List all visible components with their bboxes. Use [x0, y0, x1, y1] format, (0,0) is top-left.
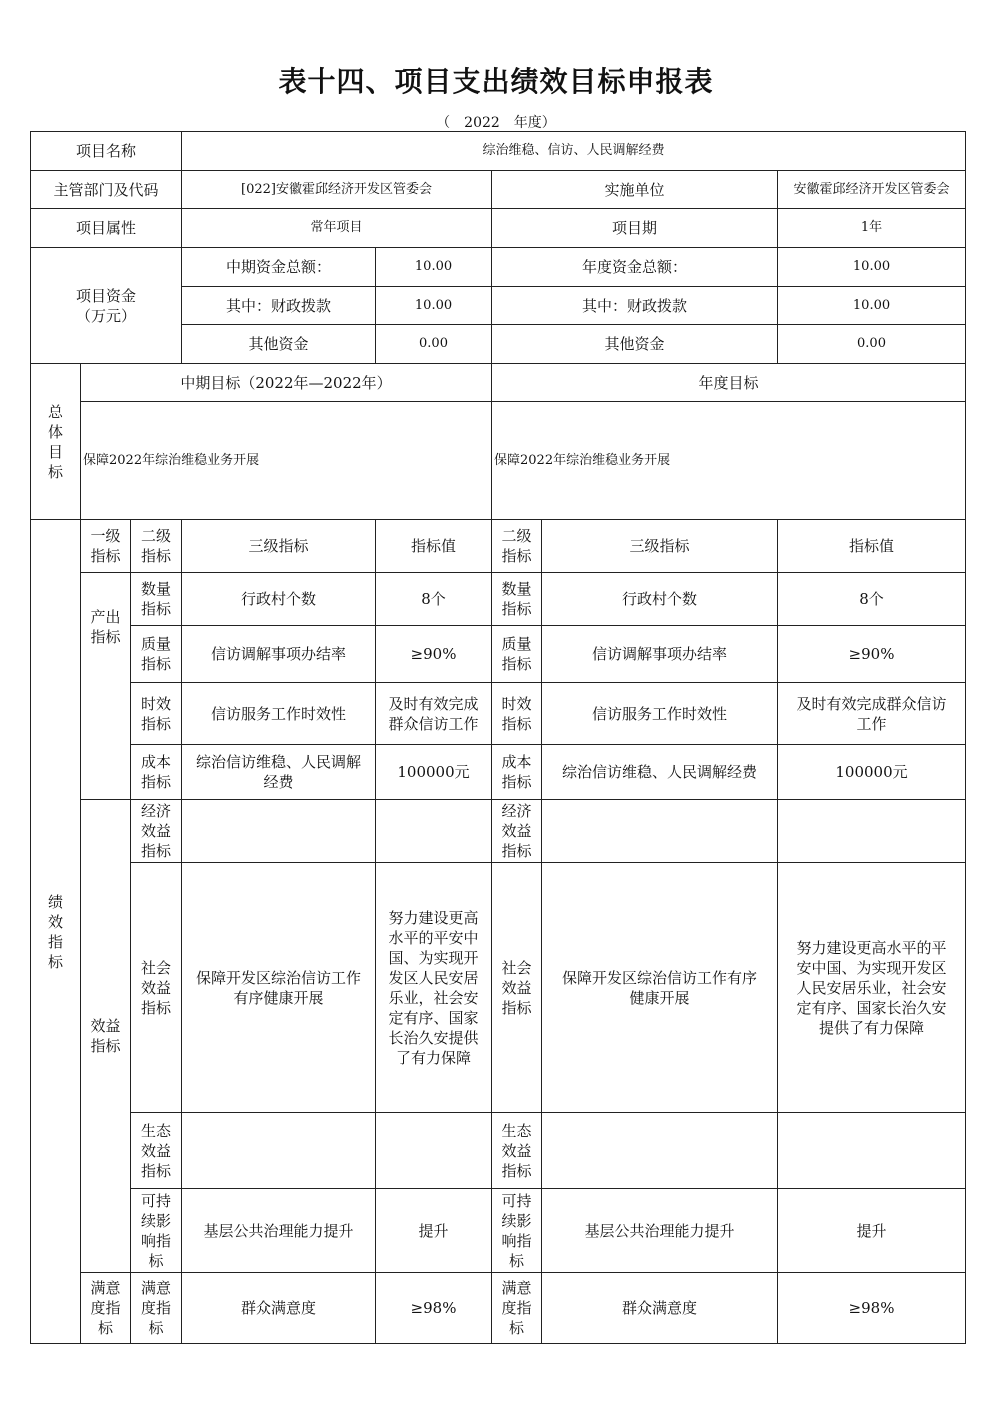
table-row: 时效 指标 — [131, 683, 182, 745]
table-row: 生态 效益 指标 — [492, 1113, 542, 1189]
dept-label: 主管部门及代码 — [31, 171, 182, 209]
perf-label: 绩 效 指 标 — [31, 520, 81, 1344]
table-row: 信访服务工作时效性 — [542, 683, 778, 745]
attr-label: 项目属性 — [31, 209, 182, 248]
table-row: 行政村个数 — [182, 573, 376, 626]
benefit-indicator-label: 效益 指标 — [81, 800, 131, 1273]
table-row: 群众满意度 — [542, 1273, 778, 1344]
table-row — [778, 1113, 966, 1189]
mid-fiscal-value: 10.00 — [376, 287, 492, 325]
mid-goal-header: 中期目标（2022年—2022年） — [81, 364, 492, 402]
mid-goal-text: 保障2022年综治维稳业务开展 — [81, 402, 492, 520]
table-row: 提升 — [778, 1189, 966, 1273]
table-row: 经济 效益 指标 — [131, 800, 182, 863]
table-row: 100000元 — [376, 745, 492, 800]
table-row: 8个 — [778, 573, 966, 626]
table-row: 保障开发区综治信访工作 有序健康开展 — [182, 863, 376, 1113]
table-row: 社会 效益 指标 — [492, 863, 542, 1113]
annual-other-label: 其他资金 — [492, 325, 778, 364]
table-row — [182, 800, 376, 863]
table-row: 信访调解事项办结率 — [182, 626, 376, 683]
period-value: 1年 — [778, 209, 966, 248]
table-row: 群众满意度 — [182, 1273, 376, 1344]
table-row: 及时有效完成 群众信访工作 — [376, 683, 492, 745]
mid-total-label: 中期资金总额： — [182, 248, 376, 287]
table-row: 信访调解事项办结率 — [542, 626, 778, 683]
table-row: ≥90% — [376, 626, 492, 683]
header-level3-annual: 三级指标 — [542, 520, 778, 573]
table-row: 数量 指标 — [492, 573, 542, 626]
table-row: 满意 度指 标 — [131, 1273, 182, 1344]
page-title: 表十四、项目支出绩效目标申报表 — [278, 65, 714, 98]
table-row: 提升 — [376, 1189, 492, 1273]
table-row: ≥98% — [778, 1273, 966, 1344]
table-row: 成本 指标 — [131, 745, 182, 800]
impl-value: 安徽霍邱经济开发区管委会 — [778, 171, 966, 209]
table-row: 综治信访维稳、人民调解经费 — [542, 745, 778, 800]
table-row: 基层公共治理能力提升 — [542, 1189, 778, 1273]
table-row: 信访服务工作时效性 — [182, 683, 376, 745]
header-value-annual: 指标值 — [778, 520, 966, 573]
annual-total-label: 年度资金总额： — [492, 248, 778, 287]
mid-fiscal-label: 其中：财政拨款 — [182, 287, 376, 325]
annual-total-value: 10.00 — [778, 248, 966, 287]
period-label: 项目期 — [492, 209, 778, 248]
annual-goal-header: 年度目标 — [492, 364, 966, 402]
table-row: 保障开发区综治信访工作有序 健康开展 — [542, 863, 778, 1113]
table-row: 及时有效完成群众信访 工作 — [778, 683, 966, 745]
table-row — [542, 800, 778, 863]
table-row: 数量 指标 — [131, 573, 182, 626]
table-row: 可持 续影 响指 标 — [131, 1189, 182, 1273]
annual-fiscal-value: 10.00 — [778, 287, 966, 325]
table-row: 综治信访维稳、人民调解 经费 — [182, 745, 376, 800]
annual-goal-text: 保障2022年综治维稳业务开展 — [492, 402, 966, 520]
year-line: （ 2022 年度） — [436, 115, 556, 131]
project-name-label: 项目名称 — [31, 132, 182, 171]
header-level3: 三级指标 — [182, 520, 376, 573]
attr-value: 常年项目 — [182, 209, 492, 248]
table-row: 成本 指标 — [492, 745, 542, 800]
impl-label: 实施单位 — [492, 171, 778, 209]
mid-total-value: 10.00 — [376, 248, 492, 287]
dept-value: [022]安徽霍邱经济开发区管委会 — [182, 171, 492, 209]
table-row: 社会 效益 指标 — [131, 863, 182, 1113]
annual-other-value: 0.00 — [778, 325, 966, 364]
mid-other-label: 其他资金 — [182, 325, 376, 364]
performance-table — [30, 131, 966, 1344]
header-level2-annual: 二级 指标 — [492, 520, 542, 573]
annual-fiscal-label: 其中：财政拨款 — [492, 287, 778, 325]
table-row: 时效 指标 — [492, 683, 542, 745]
overall-goal-label: 总 体 目 标 — [31, 364, 81, 520]
table-row — [376, 1113, 492, 1189]
table-row: ≥98% — [376, 1273, 492, 1344]
project-name-value: 综治维稳、信访、人民调解经费 — [182, 132, 966, 171]
mid-other-value: 0.00 — [376, 325, 492, 364]
header-level1: 一级 指标 — [81, 520, 131, 573]
funds-label: 项目资金 （万元） — [31, 248, 182, 364]
table-row: 100000元 — [778, 745, 966, 800]
table-row: 质量 指标 — [131, 626, 182, 683]
table-row: 生态 效益 指标 — [131, 1113, 182, 1189]
table-row: 质量 指标 — [492, 626, 542, 683]
table-row: 可持 续影 响指 标 — [492, 1189, 542, 1273]
table-row: 8个 — [376, 573, 492, 626]
header-value: 指标值 — [376, 520, 492, 573]
table-row: 努力建设更高 水平的平安中 国、为实现开 发区人民安居 乐业，社会安 定有序、国家 长治久安提供 了有力保障 — [376, 863, 492, 1113]
table-row — [778, 800, 966, 863]
table-row: 经济 效益 指标 — [492, 800, 542, 863]
header-level2: 二级 指标 — [131, 520, 182, 573]
table-row: ≥90% — [778, 626, 966, 683]
table-row — [376, 800, 492, 863]
table-row: 满意 度指 标 — [492, 1273, 542, 1344]
table-row: 努力建设更高水平的平 安中国、为实现开发区 人民安居乐业，社会安 定有序、国家长治久安 提供了有力保障 — [778, 863, 966, 1113]
table-row — [182, 1113, 376, 1189]
satisfaction-indicator-label: 满意 度指 标 — [81, 1273, 131, 1344]
table-row — [542, 1113, 778, 1189]
output-indicator-label: 产出 指标 — [81, 573, 131, 800]
table-row: 行政村个数 — [542, 573, 778, 626]
table-row: 基层公共治理能力提升 — [182, 1189, 376, 1273]
